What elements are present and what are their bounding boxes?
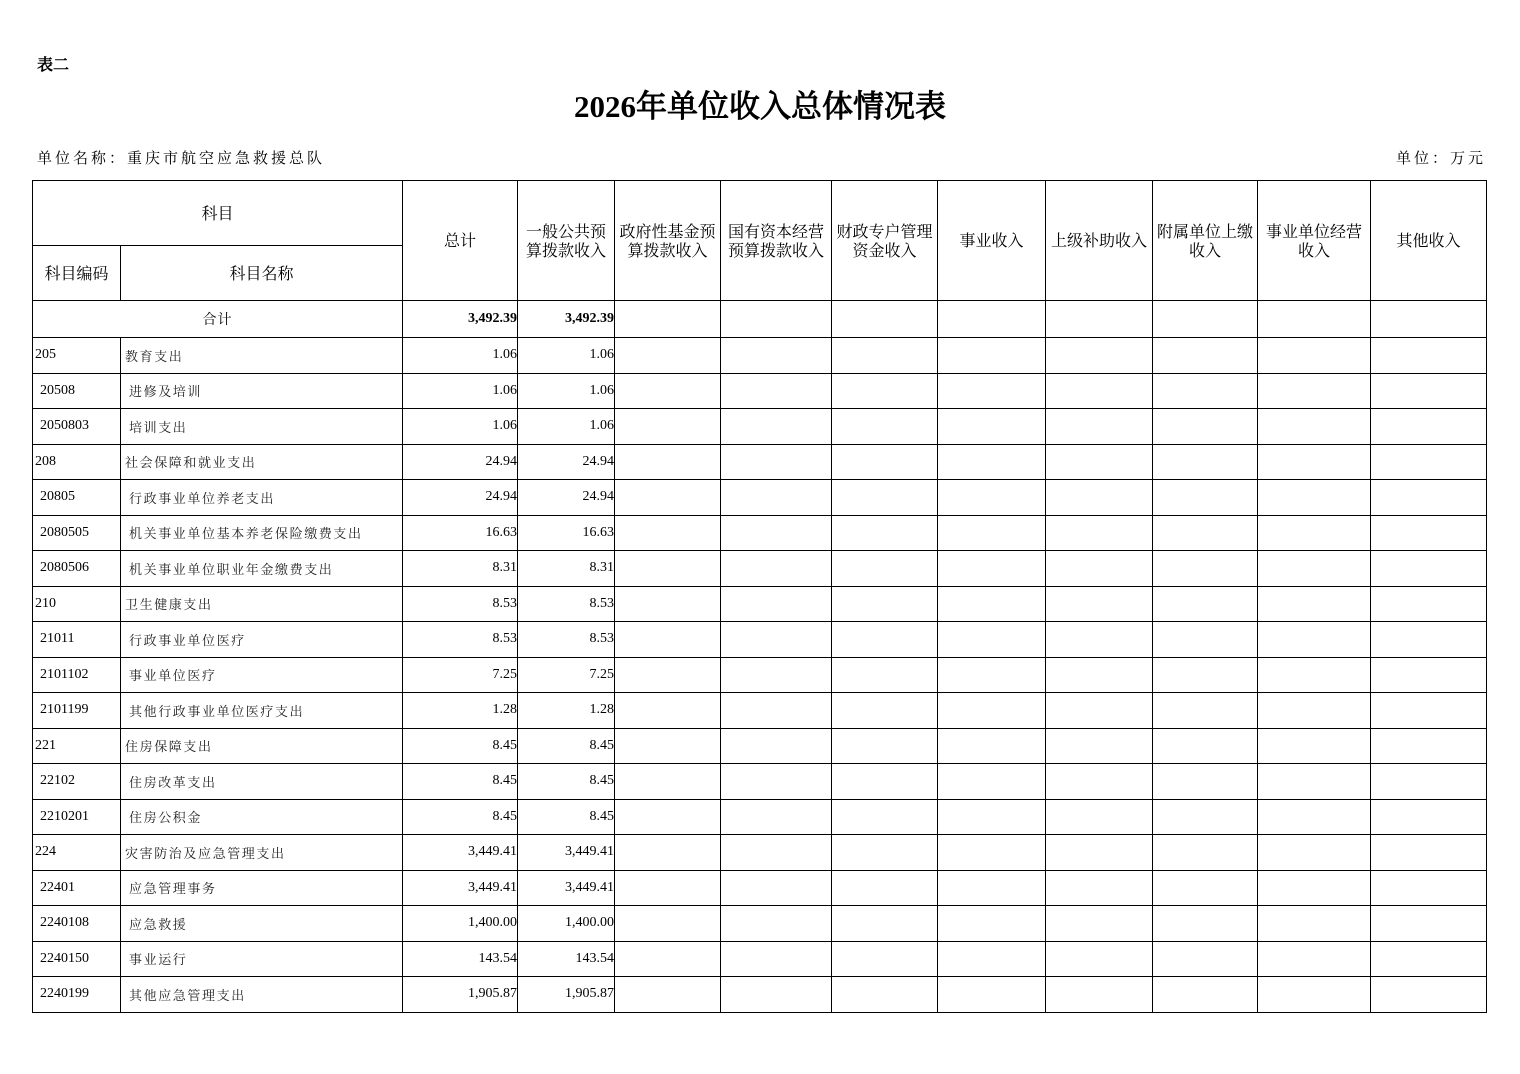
business-income-cell xyxy=(938,409,1046,445)
business-operation-cell xyxy=(1258,870,1371,906)
superior-subsidy-cell xyxy=(1046,835,1153,871)
business-operation-cell xyxy=(1258,301,1371,338)
affiliate-remittance-cell xyxy=(1153,835,1258,871)
table-row xyxy=(33,764,1487,800)
fiscal-special-account-cell xyxy=(832,764,938,800)
table-row xyxy=(33,551,1487,587)
header-superior-subsidy: 上级补助收入 xyxy=(1046,181,1153,301)
total-cell: 8.53 xyxy=(403,622,518,658)
header-subject-code: 科目编码 xyxy=(33,246,121,301)
state-capital-budget-cell xyxy=(721,728,832,764)
superior-subsidy-cell xyxy=(1046,515,1153,551)
subject-code-cell: 2080506 xyxy=(33,551,121,587)
state-capital-budget-cell xyxy=(721,444,832,480)
general-budget-cell: 1.06 xyxy=(518,409,615,445)
table-row xyxy=(33,728,1487,764)
affiliate-remittance-cell xyxy=(1153,586,1258,622)
gov-fund-budget-cell xyxy=(615,480,721,516)
total-cell: 8.53 xyxy=(403,586,518,622)
affiliate-remittance-cell xyxy=(1153,480,1258,516)
superior-subsidy-cell xyxy=(1046,409,1153,445)
other-income-cell xyxy=(1371,764,1487,800)
subject-code-cell: 2240150 xyxy=(33,941,121,977)
affiliate-remittance-cell xyxy=(1153,515,1258,551)
fiscal-special-account-cell xyxy=(832,693,938,729)
subject-name-cell: 灾害防治及应急管理支出 xyxy=(121,835,403,871)
affiliate-remittance-cell xyxy=(1153,870,1258,906)
subject-name-cell: 事业单位医疗 xyxy=(121,657,403,693)
state-capital-budget-cell xyxy=(721,764,832,800)
other-income-cell xyxy=(1371,870,1487,906)
page-title: 2026年单位收入总体情况表 xyxy=(574,89,946,124)
general-budget-cell: 8.53 xyxy=(518,586,615,622)
superior-subsidy-cell xyxy=(1046,977,1153,1013)
table-row xyxy=(33,799,1487,835)
gov-fund-budget-cell xyxy=(615,657,721,693)
business-operation-cell xyxy=(1258,799,1371,835)
subject-code-cell: 22401 xyxy=(33,870,121,906)
subject-name-cell: 进修及培训 xyxy=(121,373,403,409)
total-cell: 1.06 xyxy=(403,409,518,445)
state-capital-budget-cell xyxy=(721,586,832,622)
fiscal-special-account-cell xyxy=(832,338,938,374)
table-row xyxy=(33,586,1487,622)
subject-name-cell: 事业运行 xyxy=(121,941,403,977)
table-row xyxy=(33,338,1487,374)
general-budget-cell: 1.06 xyxy=(518,338,615,374)
fiscal-special-account-cell xyxy=(832,728,938,764)
subject-name-cell: 卫生健康支出 xyxy=(121,586,403,622)
affiliate-remittance-cell xyxy=(1153,977,1258,1013)
subject-code-cell: 22102 xyxy=(33,764,121,800)
general-budget-cell: 3,449.41 xyxy=(518,835,615,871)
other-income-cell xyxy=(1371,728,1487,764)
fiscal-special-account-cell xyxy=(832,622,938,658)
total-cell: 1.28 xyxy=(403,693,518,729)
business-operation-cell xyxy=(1258,693,1371,729)
business-income-cell xyxy=(938,657,1046,693)
state-capital-budget-cell xyxy=(721,835,832,871)
subject-name-cell: 行政事业单位养老支出 xyxy=(121,480,403,516)
table-row xyxy=(33,835,1487,871)
other-income-cell xyxy=(1371,409,1487,445)
subject-name-cell: 机关事业单位职业年金缴费支出 xyxy=(121,551,403,587)
fiscal-special-account-cell xyxy=(832,409,938,445)
total-cell: 3,449.41 xyxy=(403,870,518,906)
state-capital-budget-cell xyxy=(721,906,832,942)
subject-code-cell: 20805 xyxy=(33,480,121,516)
fiscal-special-account-cell xyxy=(832,373,938,409)
business-income-cell xyxy=(938,728,1046,764)
other-income-cell xyxy=(1371,906,1487,942)
gov-fund-budget-cell xyxy=(615,941,721,977)
subject-code-cell: 205 xyxy=(33,338,121,374)
gov-fund-budget-cell xyxy=(615,906,721,942)
business-income-cell xyxy=(938,941,1046,977)
affiliate-remittance-cell xyxy=(1153,693,1258,729)
total-cell: 8.45 xyxy=(403,799,518,835)
subject-name-cell: 社会保障和就业支出 xyxy=(121,444,403,480)
table-row xyxy=(33,622,1487,658)
business-income-cell xyxy=(938,551,1046,587)
table-row xyxy=(33,515,1487,551)
gov-fund-budget-cell xyxy=(615,870,721,906)
header-state-capital-budget: 国有资本经营预算拨款收入 xyxy=(721,181,832,301)
business-operation-cell xyxy=(1258,338,1371,374)
other-income-cell xyxy=(1371,657,1487,693)
gov-fund-budget-cell xyxy=(615,301,721,338)
business-income-cell xyxy=(938,373,1046,409)
state-capital-budget-cell xyxy=(721,515,832,551)
subject-code-cell: 2050803 xyxy=(33,409,121,445)
general-budget-cell: 8.45 xyxy=(518,799,615,835)
state-capital-budget-cell xyxy=(721,409,832,445)
subject-code-cell: 21011 xyxy=(33,622,121,658)
state-capital-budget-cell xyxy=(721,799,832,835)
gov-fund-budget-cell xyxy=(615,515,721,551)
header-affiliate-remittance: 附属单位上缴收入 xyxy=(1153,181,1258,301)
superior-subsidy-cell xyxy=(1046,799,1153,835)
business-operation-cell xyxy=(1258,764,1371,800)
affiliate-remittance-cell xyxy=(1153,338,1258,374)
state-capital-budget-cell xyxy=(721,657,832,693)
state-capital-budget-cell xyxy=(721,301,832,338)
business-operation-cell xyxy=(1258,480,1371,516)
subject-code-cell: 2210201 xyxy=(33,799,121,835)
gov-fund-budget-cell xyxy=(615,551,721,587)
total-cell: 8.45 xyxy=(403,728,518,764)
total-cell: 7.25 xyxy=(403,657,518,693)
fiscal-special-account-cell xyxy=(832,799,938,835)
header-row xyxy=(33,181,1487,246)
business-income-cell xyxy=(938,977,1046,1013)
affiliate-remittance-cell xyxy=(1153,444,1258,480)
header-subject-name: 科目名称 xyxy=(121,246,403,301)
header-business-operation: 事业单位经营收入 xyxy=(1258,181,1371,301)
subject-name-cell: 教育支出 xyxy=(121,338,403,374)
header-other-income: 其他收入 xyxy=(1371,181,1487,301)
superior-subsidy-cell xyxy=(1046,728,1153,764)
business-operation-cell xyxy=(1258,515,1371,551)
general-budget-cell: 8.45 xyxy=(518,764,615,800)
other-income-cell xyxy=(1371,515,1487,551)
business-operation-cell xyxy=(1258,622,1371,658)
superior-subsidy-cell xyxy=(1046,657,1153,693)
table-row xyxy=(33,941,1487,977)
business-operation-cell xyxy=(1258,657,1371,693)
income-summary-table xyxy=(32,180,1487,1013)
fiscal-special-account-cell xyxy=(832,515,938,551)
table-row xyxy=(33,977,1487,1013)
business-income-cell xyxy=(938,906,1046,942)
gov-fund-budget-cell xyxy=(615,622,721,658)
affiliate-remittance-cell xyxy=(1153,728,1258,764)
affiliate-remittance-cell xyxy=(1153,764,1258,800)
business-operation-cell xyxy=(1258,444,1371,480)
superior-subsidy-cell xyxy=(1046,338,1153,374)
gov-fund-budget-cell xyxy=(615,764,721,800)
superior-subsidy-cell xyxy=(1046,444,1153,480)
subject-code-cell: 2240108 xyxy=(33,906,121,942)
subject-code-cell: 221 xyxy=(33,728,121,764)
gov-fund-budget-cell xyxy=(615,373,721,409)
fiscal-special-account-cell xyxy=(832,301,938,338)
general-budget-cell: 24.94 xyxy=(518,444,615,480)
business-operation-cell xyxy=(1258,941,1371,977)
business-income-cell xyxy=(938,622,1046,658)
business-income-cell xyxy=(938,444,1046,480)
subject-code-cell: 2101102 xyxy=(33,657,121,693)
business-income-cell xyxy=(938,515,1046,551)
other-income-cell xyxy=(1371,480,1487,516)
fiscal-special-account-cell xyxy=(832,941,938,977)
business-operation-cell xyxy=(1258,728,1371,764)
general-budget-cell: 1.06 xyxy=(518,373,615,409)
table-header xyxy=(33,181,1487,301)
total-cell: 8.45 xyxy=(403,764,518,800)
business-income-cell xyxy=(938,338,1046,374)
other-income-cell xyxy=(1371,444,1487,480)
gov-fund-budget-cell xyxy=(615,835,721,871)
gov-fund-budget-cell xyxy=(615,444,721,480)
superior-subsidy-cell xyxy=(1046,906,1153,942)
other-income-cell xyxy=(1371,693,1487,729)
header-fiscal-special-account: 财政专户管理资金收入 xyxy=(832,181,938,301)
table-row xyxy=(33,693,1487,729)
table-row xyxy=(33,657,1487,693)
state-capital-budget-cell xyxy=(721,870,832,906)
business-income-cell xyxy=(938,870,1046,906)
subject-code-cell: 2080505 xyxy=(33,515,121,551)
other-income-cell xyxy=(1371,338,1487,374)
unit-name-label: 单位名称：重庆市航空应急救援总队 xyxy=(37,149,326,167)
total-cell: 1.06 xyxy=(403,338,518,374)
subject-name-cell: 机关事业单位基本养老保险缴费支出 xyxy=(121,515,403,551)
subject-name-cell: 其他行政事业单位医疗支出 xyxy=(121,693,403,729)
header-general-budget: 一般公共预算拨款收入 xyxy=(518,181,615,301)
business-income-cell xyxy=(938,480,1046,516)
gov-fund-budget-cell xyxy=(615,799,721,835)
fiscal-special-account-cell xyxy=(832,977,938,1013)
fiscal-special-account-cell xyxy=(832,835,938,871)
header-business-income: 事业收入 xyxy=(938,181,1046,301)
gov-fund-budget-cell xyxy=(615,977,721,1013)
total-cell: 3,492.39 xyxy=(403,301,518,338)
affiliate-remittance-cell xyxy=(1153,301,1258,338)
subject-code-cell: 20508 xyxy=(33,373,121,409)
superior-subsidy-cell xyxy=(1046,480,1153,516)
business-income-cell xyxy=(938,693,1046,729)
gov-fund-budget-cell xyxy=(615,586,721,622)
affiliate-remittance-cell xyxy=(1153,906,1258,942)
fiscal-special-account-cell xyxy=(832,444,938,480)
currency-unit-label: 单位：万元 xyxy=(1395,149,1486,167)
business-operation-cell xyxy=(1258,835,1371,871)
header-gov-fund-budget: 政府性基金预算拨款收入 xyxy=(615,181,721,301)
total-cell: 8.31 xyxy=(403,551,518,587)
total-row xyxy=(33,301,1487,338)
superior-subsidy-cell xyxy=(1046,693,1153,729)
total-cell: 3,449.41 xyxy=(403,835,518,871)
table-row xyxy=(33,409,1487,445)
business-operation-cell xyxy=(1258,409,1371,445)
state-capital-budget-cell xyxy=(721,622,832,658)
general-budget-cell: 1.28 xyxy=(518,693,615,729)
affiliate-remittance-cell xyxy=(1153,941,1258,977)
general-budget-cell: 8.45 xyxy=(518,728,615,764)
subject-code-cell: 2101199 xyxy=(33,693,121,729)
state-capital-budget-cell xyxy=(721,941,832,977)
superior-subsidy-cell xyxy=(1046,301,1153,338)
total-cell: 143.54 xyxy=(403,941,518,977)
business-income-cell xyxy=(938,835,1046,871)
gov-fund-budget-cell xyxy=(615,338,721,374)
state-capital-budget-cell xyxy=(721,693,832,729)
superior-subsidy-cell xyxy=(1046,586,1153,622)
subject-code-cell: 224 xyxy=(33,835,121,871)
state-capital-budget-cell xyxy=(721,551,832,587)
state-capital-budget-cell xyxy=(721,977,832,1013)
subject-code-cell: 2240199 xyxy=(33,977,121,1013)
total-cell: 1,905.87 xyxy=(403,977,518,1013)
superior-subsidy-cell xyxy=(1046,764,1153,800)
table-number-label: 表二 xyxy=(37,55,70,74)
table-body xyxy=(33,301,1487,1013)
table-row xyxy=(33,444,1487,480)
subject-code-cell: 208 xyxy=(33,444,121,480)
fiscal-special-account-cell xyxy=(832,657,938,693)
gov-fund-budget-cell xyxy=(615,728,721,764)
other-income-cell xyxy=(1371,835,1487,871)
subject-name-cell: 行政事业单位医疗 xyxy=(121,622,403,658)
business-income-cell xyxy=(938,799,1046,835)
subject-name-cell: 住房保障支出 xyxy=(121,728,403,764)
total-row-label: 合计 xyxy=(33,301,403,338)
state-capital-budget-cell xyxy=(721,338,832,374)
affiliate-remittance-cell xyxy=(1153,799,1258,835)
other-income-cell xyxy=(1371,941,1487,977)
total-cell: 1,400.00 xyxy=(403,906,518,942)
affiliate-remittance-cell xyxy=(1153,657,1258,693)
state-capital-budget-cell xyxy=(721,480,832,516)
table-row xyxy=(33,373,1487,409)
subject-name-cell: 住房公积金 xyxy=(121,799,403,835)
fiscal-special-account-cell xyxy=(832,551,938,587)
other-income-cell xyxy=(1371,373,1487,409)
fiscal-special-account-cell xyxy=(832,906,938,942)
total-cell: 24.94 xyxy=(403,480,518,516)
other-income-cell xyxy=(1371,977,1487,1013)
total-cell: 16.63 xyxy=(403,515,518,551)
subject-name-cell: 应急救援 xyxy=(121,906,403,942)
subject-code-cell: 210 xyxy=(33,586,121,622)
state-capital-budget-cell xyxy=(721,373,832,409)
fiscal-special-account-cell xyxy=(832,480,938,516)
superior-subsidy-cell xyxy=(1046,373,1153,409)
table-row xyxy=(33,480,1487,516)
business-operation-cell xyxy=(1258,977,1371,1013)
other-income-cell xyxy=(1371,301,1487,338)
general-budget-cell: 8.53 xyxy=(518,622,615,658)
general-budget-cell: 3,492.39 xyxy=(518,301,615,338)
business-income-cell xyxy=(938,764,1046,800)
fiscal-special-account-cell xyxy=(832,586,938,622)
subject-name-cell: 住房改革支出 xyxy=(121,764,403,800)
business-operation-cell xyxy=(1258,586,1371,622)
general-budget-cell: 1,905.87 xyxy=(518,977,615,1013)
affiliate-remittance-cell xyxy=(1153,551,1258,587)
fiscal-special-account-cell xyxy=(832,870,938,906)
superior-subsidy-cell xyxy=(1046,622,1153,658)
affiliate-remittance-cell xyxy=(1153,622,1258,658)
general-budget-cell: 1,400.00 xyxy=(518,906,615,942)
header-subject: 科目 xyxy=(33,181,403,246)
general-budget-cell: 24.94 xyxy=(518,480,615,516)
header-total: 总计 xyxy=(403,181,518,301)
subject-name-cell: 培训支出 xyxy=(121,409,403,445)
gov-fund-budget-cell xyxy=(615,693,721,729)
general-budget-cell: 143.54 xyxy=(518,941,615,977)
total-cell: 24.94 xyxy=(403,444,518,480)
affiliate-remittance-cell xyxy=(1153,409,1258,445)
business-operation-cell xyxy=(1258,906,1371,942)
general-budget-cell: 3,449.41 xyxy=(518,870,615,906)
business-operation-cell xyxy=(1258,551,1371,587)
general-budget-cell: 7.25 xyxy=(518,657,615,693)
gov-fund-budget-cell xyxy=(615,409,721,445)
superior-subsidy-cell xyxy=(1046,551,1153,587)
business-income-cell xyxy=(938,301,1046,338)
affiliate-remittance-cell xyxy=(1153,373,1258,409)
superior-subsidy-cell xyxy=(1046,941,1153,977)
subject-name-cell: 其他应急管理支出 xyxy=(121,977,403,1013)
table-row xyxy=(33,870,1487,906)
business-income-cell xyxy=(938,586,1046,622)
other-income-cell xyxy=(1371,551,1487,587)
general-budget-cell: 8.31 xyxy=(518,551,615,587)
business-operation-cell xyxy=(1258,373,1371,409)
general-budget-cell: 16.63 xyxy=(518,515,615,551)
other-income-cell xyxy=(1371,799,1487,835)
other-income-cell xyxy=(1371,586,1487,622)
subject-name-cell: 应急管理事务 xyxy=(121,870,403,906)
total-cell: 1.06 xyxy=(403,373,518,409)
superior-subsidy-cell xyxy=(1046,870,1153,906)
other-income-cell xyxy=(1371,622,1487,658)
table-row xyxy=(33,906,1487,942)
